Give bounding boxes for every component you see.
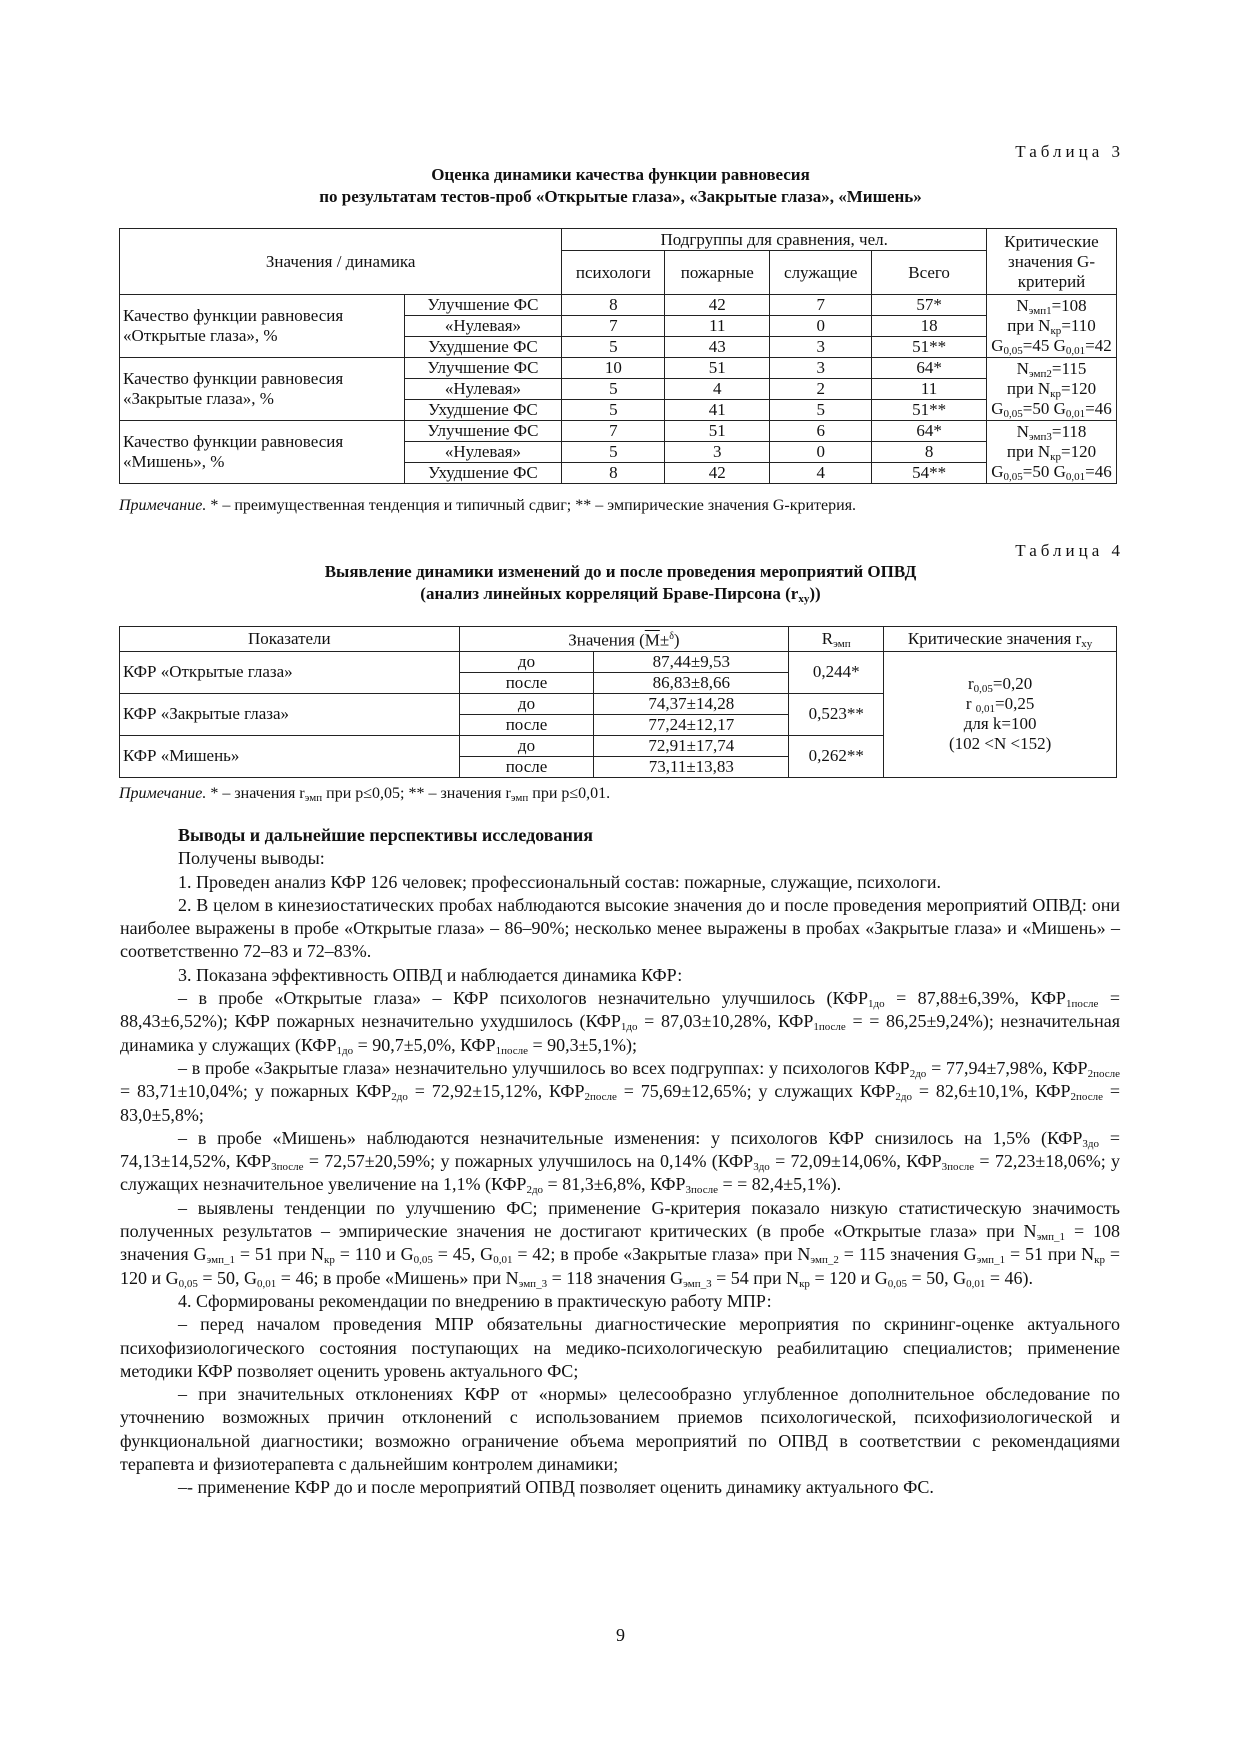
t3-cell: 5 — [770, 400, 872, 421]
t3-crit-cell — [987, 358, 1117, 421]
t3-cell: 10 — [562, 358, 665, 379]
t3-cell: 43 — [665, 337, 770, 358]
table3-note-text: * – преимущественная тенденция и типичный сдвиг; ** – эмпирические значения G-критерия. — [206, 497, 857, 514]
t4-hdr-vals: Значения $(\overline{M}\pm^\delta)$ — [459, 627, 789, 652]
t3-dyn: Ухудшение ФС — [404, 337, 562, 358]
t3-cell: 7 — [562, 421, 665, 442]
t3-group-label: Качество функции равновесия «Открытые глаза», % — [120, 295, 405, 358]
t4-crit-line: $r_{0,05}=0,20$ — [967, 674, 1033, 696]
table4-note-label: Примечание. — [119, 785, 207, 802]
table4-label: Таблица 4 — [1015, 541, 1124, 560]
t3-cell: 7 — [562, 316, 665, 337]
t4-after-value: 86,83±8,66 — [594, 672, 789, 693]
t3-cell: 41 — [665, 400, 770, 421]
conclusions-intro: Получены выводы: — [178, 848, 325, 869]
t4-hdr-crit: Критические значения $r_{xy}$ — [884, 627, 1117, 652]
t3-cell: 2 — [770, 379, 872, 400]
conclusion-paragraph: – выявлены тенденции по улучшению ФС; применение G-критерия показало низкую статистическую значимость полученных результатов – эмпирические значения не достигают критических (в пробе «Открытые глаза» при $N_{эмп\_1} = 108$ значения $G_{эмп\_1} = 51$ при $N_{кр} = 110$ и $G_{0,05} = 45$, $G_{0,01} = 42$; в пробе «Закрытые глаза» при $N_{эмп\_2} = 115$ значения $G_{эмп\_1} = 51$ при $N_{кр} = 120$ и $G_{0,05} = 50$, $G_{0,01} = 46$; в пробе «Мишень» при $N_{эмп\_3} = 118$ значения $G_{эмп\_3} = 54$ при $N_{кр} = 120$ и $G_{0,05} = 50$, $G_{0,01} = 46$). — [120, 1197, 1121, 1290]
t3-cell: 11 — [665, 316, 770, 337]
t3-cell: 42 — [665, 463, 770, 484]
conclusion-paragraph: – в пробе «Мишень» наблюдаются незначительные изменения: у психологов КФР снизилось на 1,5% ($КФР_{3до} = 74,13\pm 14,52\%$, $КФР_{3после} = 72,57\pm 20,59\%$; у пожарных улучшилось на 0,14% ($КФР_{3до} = 72,09\pm 14,06\%$, $КФР_{3после} = 72,23\pm 18,06\%$; у служащих незначительное увеличение на 1,1% ($КФР_{2до} = 81,3\pm 6,8\%$, $КФР_{3после}$ = = 82,4±5,1%). — [120, 1127, 1120, 1197]
t3-cell: 51 — [665, 421, 770, 442]
t3-cell: 6 — [770, 421, 872, 442]
t3-cell: 42 — [665, 295, 770, 316]
conclusion-paragraph: – в пробе «Закрытые глаза» незначительно улучшилось во всех подгруппах: у психологов $КФР_{2до} = 77,94\pm 7,98\%$, $КФР_{2после} = 83,71\pm 10,04\%$; у пожарных $КФР_{2до} = 72,92\pm 15,12\%$, $КФР_{2после} = 75,69\pm 12,65\%$; у служащих $КФР_{2до} = 82,6\pm 10,1\%$, $КФР_{2после} = 83,0\pm 5,8\%$; — [120, 1057, 1120, 1125]
t3-cell: 64* — [872, 421, 987, 442]
t3-crit-line: при $N_{кр}=110$ — [1007, 316, 1096, 337]
t3-hdr-crit-text: Критические значения G-критерий — [1004, 231, 1099, 291]
t3-dyn: Ухудшение ФС — [404, 400, 562, 421]
t3-dyn: Улучшение ФС — [404, 295, 562, 316]
t3-cell: 5 — [562, 337, 665, 358]
table3-label: Таблица 3 — [1015, 142, 1124, 161]
t4-row-name: КФР «Закрытые глаза» — [120, 693, 460, 735]
t3-crit-cell — [987, 421, 1117, 484]
t4-row-name: КФР «Открытые глаза» — [120, 651, 460, 693]
t4-after-value: 77,24±12,17 — [594, 714, 789, 735]
t3-hdr-fire: пожарные — [665, 251, 770, 295]
t4-r-value: 0,523** — [789, 693, 884, 735]
t3-cell: 7 — [770, 295, 872, 316]
t3-dyn: Ухудшение ФС — [404, 463, 562, 484]
conclusion-paragraph: 3. Показана эффективность ОПВД и наблюдается динамика КФР: — [178, 964, 683, 985]
t3-hdr-values: Значения / динамика — [120, 229, 562, 295]
t3-cell: 0 — [770, 316, 872, 337]
t3-crit-line: $N_{эмп2}=115$ — [1016, 359, 1087, 380]
t3-cell: 5 — [562, 442, 665, 463]
t3-hdr-total: Всего — [872, 251, 987, 295]
t4-before-label: до — [459, 735, 594, 756]
t4-crit-line: для k=100 — [963, 714, 1037, 734]
t3-crit-cell — [987, 295, 1117, 358]
table4-title-line2: (анализ линейных корреляций Браве-Пирсона $(r_{xy})$) — [420, 584, 821, 605]
t3-cell: 4 — [665, 379, 770, 400]
t4-hdr-ind: Показатели — [120, 627, 460, 652]
t4-r-value: 0,244* — [789, 651, 884, 693]
t4-before-label: до — [459, 693, 594, 714]
t3-cell: 3 — [770, 358, 872, 379]
t3-cell: 18 — [872, 316, 987, 337]
table3 — [119, 228, 1117, 484]
t3-dyn: Улучшение ФС — [404, 358, 562, 379]
t3-cell: 0 — [770, 442, 872, 463]
table4-title-line1: Выявление динамики изменений до и после проведения мероприятий ОПВД — [324, 562, 917, 581]
t3-cell: 64* — [872, 358, 987, 379]
t4-crit-line: r $_{0,01}$=0,25 — [965, 694, 1035, 716]
conclusion-paragraph: 4. Сформированы рекомендации по внедрению в практическую работу МПР: — [178, 1290, 772, 1311]
table3-title-line1: Оценка динамики качества функции равновесия — [431, 165, 810, 184]
t4-after-label: после — [459, 756, 594, 777]
t3-crit-line: $N_{эмп1}=108$ — [1016, 296, 1087, 317]
conclusions-section — [120, 824, 1120, 1500]
t3-group-label: Качество функции равновесия «Мишень», % — [120, 421, 405, 484]
t4-before-value: 72,91±17,74 — [594, 735, 789, 756]
t3-cell: 54** — [872, 463, 987, 484]
t3-cell: 57* — [872, 295, 987, 316]
t4-hdr-r: $R_{эмп}$ — [789, 627, 884, 652]
t4-crit-line: (102 <N <152) — [948, 734, 1052, 754]
table3-title-line2: по результатам тестов-проб «Открытые глаза», «Закрытые глаза», «Мишень» — [319, 187, 922, 206]
t4-before-label: до — [459, 651, 594, 672]
t3-cell: 51** — [872, 337, 987, 358]
t3-cell: 11 — [872, 379, 987, 400]
conclusions-heading: Выводы и дальнейшие перспективы исследования — [178, 825, 593, 845]
t3-hdr-serv: служащие — [770, 251, 872, 295]
t3-cell: 51 — [665, 358, 770, 379]
t3-group-label: Качество функции равновесия «Закрытые глаза», % — [120, 358, 405, 421]
t4-after-value: 73,11±13,83 — [594, 756, 789, 777]
table3-note-label: Примечание. — [119, 497, 207, 514]
t3-cell: 8 — [562, 295, 665, 316]
conclusion-paragraph: – перед началом проведения МПР обязательны диагностические мероприятия по скрининг-оценке актуального психофизиологического состояния поступающих на медико-психологическую реабилитацию специалистов; применение методики КФР позволяет оценить уровень актуального ФС; — [120, 1314, 1120, 1381]
t3-dyn: «Нулевая» — [404, 316, 562, 337]
t3-crit-line: $G_{0,05}=50$ $G_{0,01}=46$ — [991, 462, 1112, 483]
t3-cell: 3 — [665, 442, 770, 463]
t3-cell: 51** — [872, 400, 987, 421]
t4-r-value: 0,262** — [789, 735, 884, 777]
t3-hdr-psych: психологи — [562, 251, 665, 295]
t4-row-name: КФР «Мишень» — [120, 735, 460, 777]
conclusion-paragraph: – при значительных отклонениях КФР от «нормы» целесообразно углубленное дополнительное обследование по уточнению возможных причин отклонений с использованием приемов психологической, психофизиологической и функциональной диагностики; возможно ограничение объема мероприятий по ОПВД в соответствии с рекомендациями терапевта и физиотерапевта с дальнейшим контролем динамики; — [120, 1384, 1120, 1475]
t3-dyn: Улучшение ФС — [404, 421, 562, 442]
t4-before-value: 87,44±9,53 — [594, 651, 789, 672]
t3-dyn: «Нулевая» — [404, 442, 562, 463]
t3-hdr-subgroups: Подгруппы для сравнения, чел. — [562, 229, 987, 251]
t3-cell: 5 — [562, 379, 665, 400]
t4-after-label: после — [459, 714, 594, 735]
t3-hdr-crit — [987, 229, 1117, 295]
t3-crit-line: $G_{0,05}=45$ $G_{0,01}=42$ — [991, 336, 1112, 357]
t4-before-value: 74,37±14,28 — [594, 693, 789, 714]
table4-note: Примечание. * – значения $r_{эмп}$ при p≤0,05; ** – значения $r_{эмп}$ при p≤0,01. — [119, 785, 611, 804]
t3-cell: 4 — [770, 463, 872, 484]
t4-after-label: после — [459, 672, 594, 693]
t3-crit-line: $G_{0,05}=50$ $G_{0,01}=46$ — [991, 399, 1112, 420]
t3-cell: 8 — [562, 463, 665, 484]
conclusion-paragraph: 1. Проведен анализ КФР 126 человек; профессиональный состав: пожарные, служащие, психологи. — [178, 871, 941, 892]
t3-crit-line: при $N_{кр}=120$ — [1006, 442, 1097, 463]
page-number: 9 — [616, 1625, 625, 1645]
conclusion-paragraph: – в пробе «Открытые глаза» – КФР психологов незначительно улучшилось ($КФР_{1до} = 87,88\pm 6,39\%$, $КФР_{1после} = 88,43\pm 6,52\%$); КФР пожарных незначительно ухудшилось ($КФР_{1до} = 87,03\pm 10,28\%$, $КФР_{1после}$ = = 86,25±9,24%); незначительная динамика у служащих ($КФР_{1до} = 90,7\pm 5,0\%$, $КФР_{1после} = 90,3\pm 5,1\%$); — [120, 988, 1120, 1057]
conclusion-paragraph: –- применение КФР до и после мероприятий ОПВД позволяет оценить динамику актуального ФС. — [178, 1477, 934, 1498]
t4-crit-cell — [884, 651, 1117, 777]
table3-note — [119, 497, 856, 515]
t3-cell: 8 — [872, 442, 987, 463]
t3-crit-line: при $N_{кр}=120$ — [1006, 379, 1097, 400]
t3-cell: 3 — [770, 337, 872, 358]
t3-crit-line: $N_{эмп3}=118$ — [1016, 422, 1087, 443]
t3-cell: 5 — [562, 400, 665, 421]
conclusion-paragraph: 2. В целом в кинезиостатических пробах наблюдаются высокие значения до и после проведения мероприятий ОПВД: они наиболее выражены в пробе «Открытые глаза» – 86–90%; несколько менее выражены в пробах «Закрытые глаза» и «Мишень» – соответственно 72–83 и 72–83%. — [120, 894, 1120, 962]
table4 — [119, 626, 1117, 778]
t3-dyn: «Нулевая» — [404, 379, 562, 400]
